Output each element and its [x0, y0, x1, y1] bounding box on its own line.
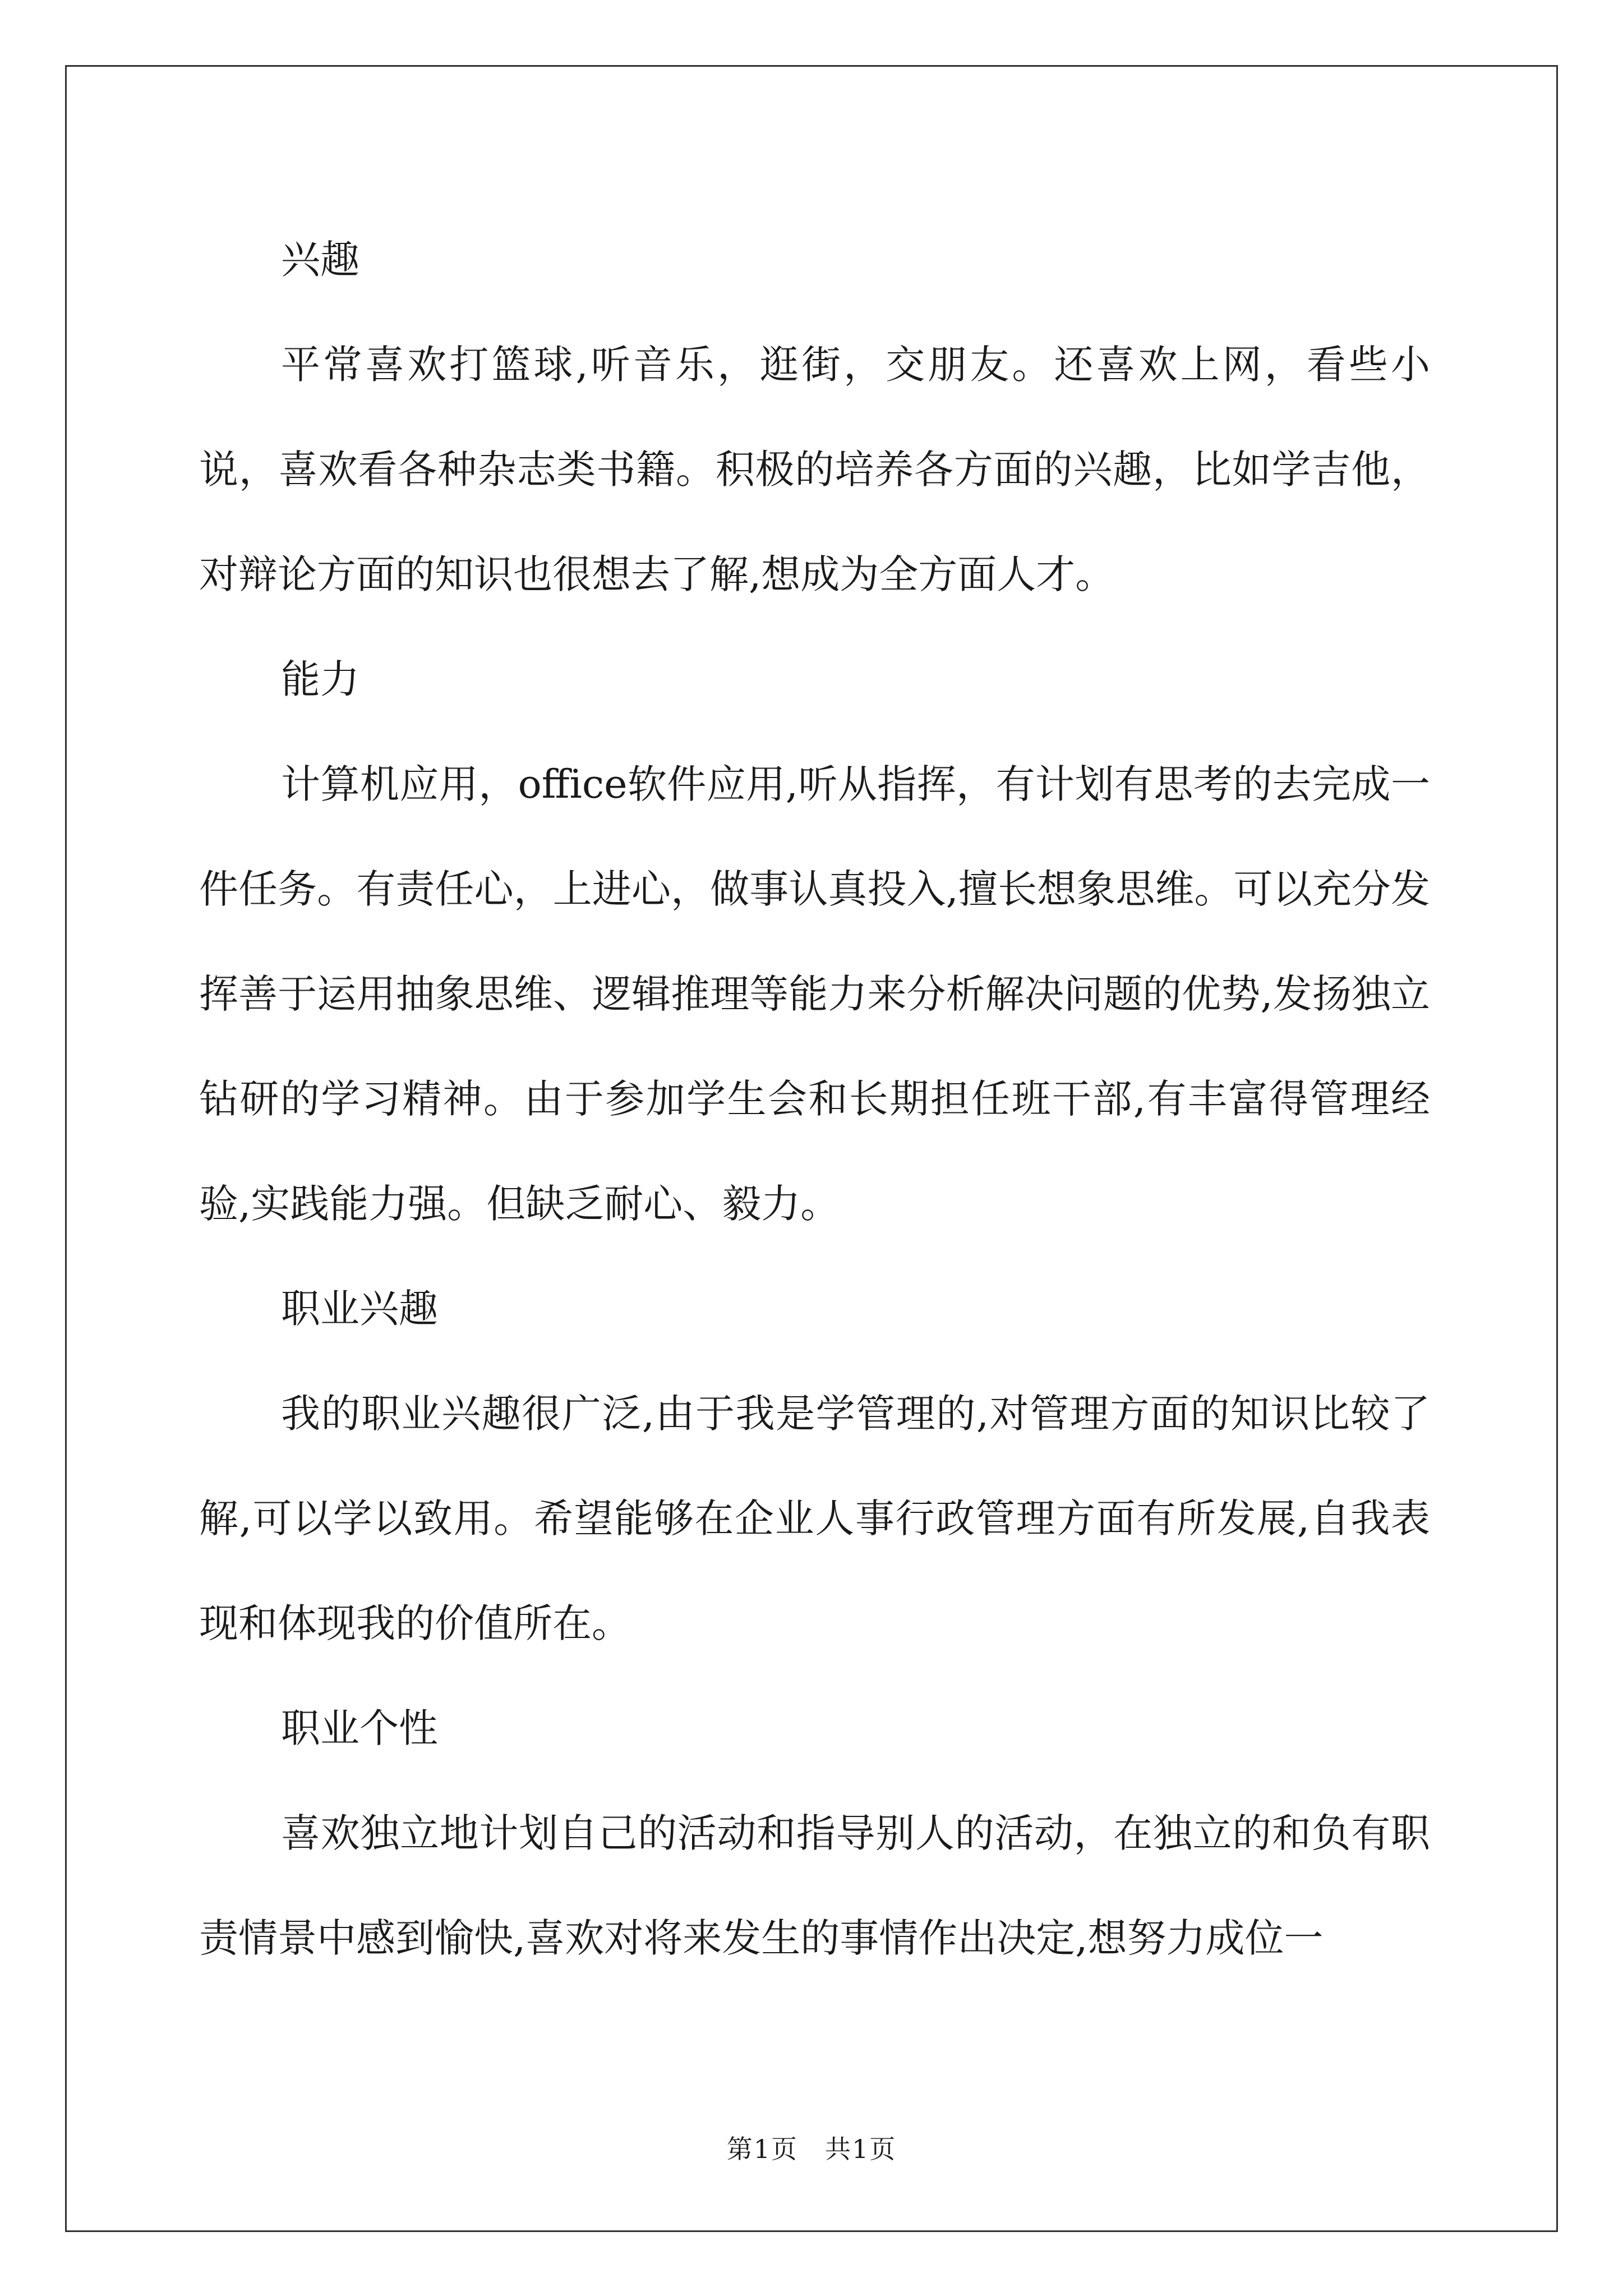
section-heading-interests: 兴趣 [281, 237, 359, 283]
section-paragraph-abilities: 计算机应用，office软件应用,听从指挥，有计划有思考的去完成一件任务。有责任心，上进心，做事认真投入,擅长想象思维。可以充分发挥善于运用抽象思维、逻辑推理等能力来分析解决问题的优势,发扬独立钻研的学习精神。由于参加学生会和长期担任班干部,有丰富得管理经验,实践能力强。但缺乏耐心、毅力。 [199, 761, 1430, 1227]
section-paragraph-career-personality: 喜欢独立地计划自己的活动和指导别人的活动，在独立的和负有职责情景中感到愉快,喜欢对将来发生的事情作出决定,想努力成位一 [199, 1810, 1430, 1961]
section-heading-career-personality: 职业个性 [281, 1705, 438, 1751]
section-heading-career-interests: 职业兴趣 [281, 1286, 438, 1332]
section-heading-abilities: 能力 [281, 656, 359, 702]
document-body [199, 208, 1430, 1991]
page-footer: 第1页 共1页 [726, 2134, 897, 2164]
section-paragraph-interests: 平常喜欢打篮球,听音乐，逛街，交朋友。还喜欢上网，看些小说，喜欢看各种杂志类书籍。积极的培养各方面的兴趣，比如学吉他，对辩论方面的知识也很想去了解,想成为全方面人才。 [199, 342, 1430, 597]
section-paragraph-career-interests: 我的职业兴趣很广泛,由于我是学管理的,对管理方面的知识比较了解,可以学以致用。希望能够在企业人事行政管理方面有所发展,自我表现和体现我的价值所在。 [199, 1391, 1430, 1646]
